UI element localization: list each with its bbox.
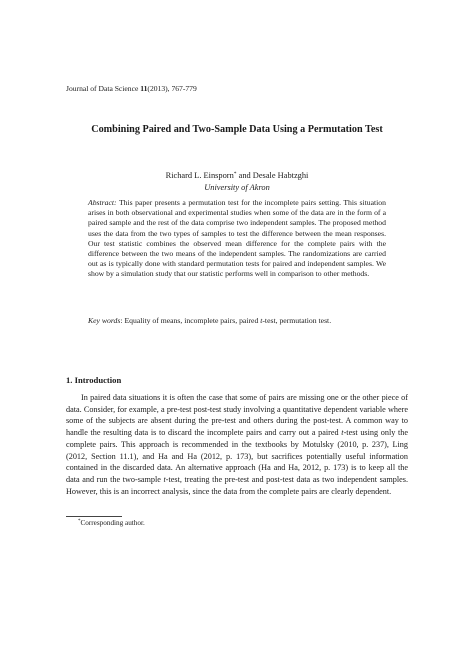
keywords-label: Key words: [88, 316, 121, 325]
abstract: [88, 198, 386, 280]
intro-part3: -test, treating the pre-test and post-test data as two independent samples. However, this is an incorrect analysis, since the data from the complete pairs are clearly dependent.: [66, 474, 409, 496]
journal-name: Journal of Data Science: [66, 84, 139, 93]
footnote-text: Corresponding author.: [80, 519, 145, 527]
author-1: Richard L. Einsporn: [165, 171, 234, 180]
intro-t2: t: [163, 474, 166, 484]
intro-paragraph: [66, 392, 408, 497]
intro-part2: -test using only the complete pairs. This approach is recommended in the textbooks by Motulsky (2010, p. 237), Ling (2012, Section 11.1), and Ha and Ha (2012, p. 173), but sacrifices potentially useful information contained in the discarded data. An alternative approach (Ha and Ha, 2012, p. 173) is to keep all the data and run the two-sample: [66, 428, 408, 484]
journal-issue-pages: (2013), 767-779: [147, 84, 197, 93]
keywords-colon: :: [120, 316, 123, 325]
journal-volume: 11: [140, 84, 148, 93]
intro-part1: In paired data situations it is often the case that some of pairs are missing one or the other piece of data. Consider, for example, a pre-test post-test study involving a quantitative dependent variable where some of the subjects are absent during the pre-test and others during the post-test. A common way to handle the resulting data is to discard the incomplete pairs and carry out a paired: [66, 393, 408, 438]
footnote-rule: [66, 516, 122, 517]
author-2: and Desale Habtzghi: [236, 171, 309, 180]
keywords: [88, 316, 386, 326]
journal-citation: [66, 84, 197, 93]
keywords-t: t: [260, 316, 263, 325]
author-block: [66, 170, 408, 193]
keywords-part1: Equality of means, incomplete pairs, paired: [122, 316, 261, 325]
corresponding-mark: *: [233, 171, 237, 177]
affiliation: University of Akron: [204, 182, 270, 192]
section-heading: 1. Introduction: [66, 375, 122, 385]
footnote: [78, 519, 145, 527]
author-names: [66, 170, 408, 182]
intro-t1: t: [341, 428, 344, 438]
abstract-label: Abstract:: [88, 198, 117, 207]
paper-title: Combining Paired and Two-Sample Data Using a Permutation Test: [91, 124, 383, 135]
abstract-text: This paper presents a permutation test for the incomplete pairs setting. This situation arises in both observational and experimental studies when some of the data are in the form of a paired sample and the rest of the data comprise two independent samples. The proposed method uses the data from the two types of samples to test the difference between the mean responses. Our test statistic combines the observed mean difference for the complete pairs with the difference between the two means of the independent samples. The randomizations are carried out as is typically done with standard permutation tests for paired and independent samples. We show by a simulation study that our statistic performs well in comparison to other methods.: [88, 198, 386, 279]
footnote-mark: *: [78, 519, 81, 524]
keywords-part2: -test, permutation test.: [262, 316, 332, 325]
